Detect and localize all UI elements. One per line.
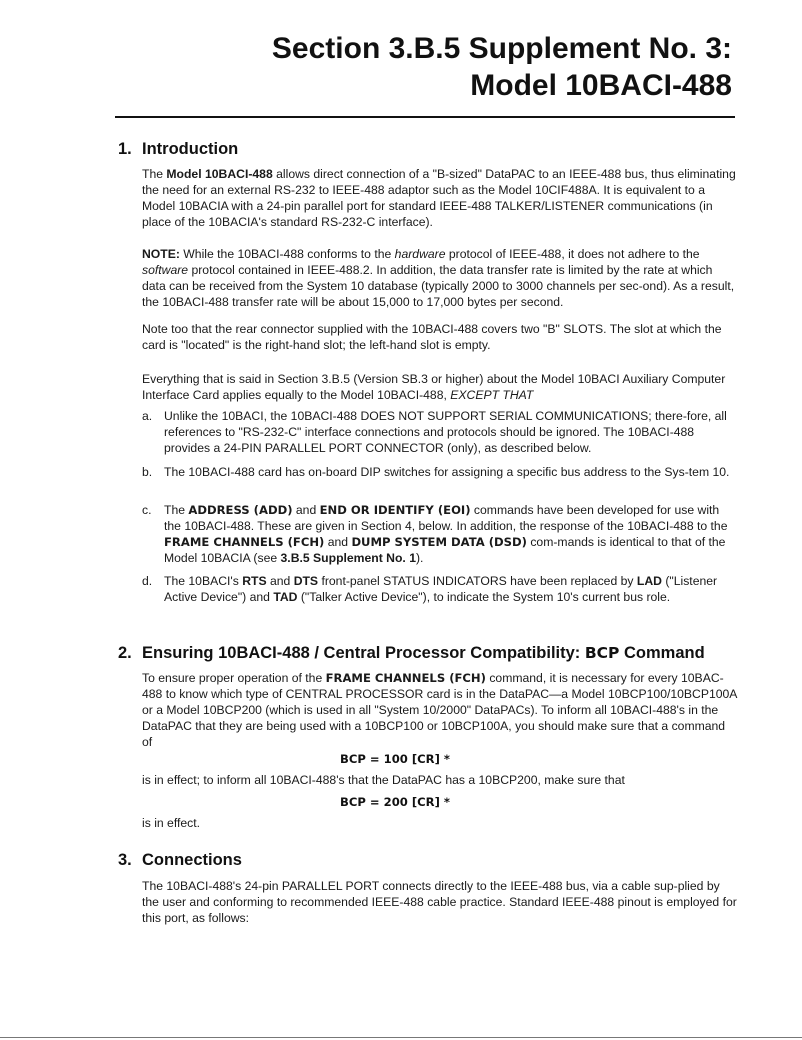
command-name: BCP: [584, 644, 620, 662]
list-marker: b.: [142, 465, 153, 479]
page-title-line-1: Section 3.B.5 Supplement No. 3:: [271, 32, 732, 65]
text: Everything that is said in Section 3.B.5 (Version SB.3 or higher) about the Model 10BACI Auxiliary Computer Interface Card applies equally to the Model 10BACI-488,: [142, 372, 726, 402]
text: Command: [619, 644, 705, 662]
page-edge-line: [0, 1037, 802, 1038]
list-marker: a.: [142, 409, 153, 423]
text: front-panel STATUS INDICATORS have been replaced by: [318, 574, 637, 588]
page-title: [272, 30, 732, 104]
section-title: Introduction: [142, 140, 239, 158]
section-title: [142, 643, 705, 663]
page-title-line-2: Model 10BACI-488: [470, 69, 732, 102]
text: com-mands is identical to that of the Model 10BACIA (see: [164, 535, 726, 565]
section-number: 1.: [118, 140, 132, 158]
connections-paragraph: The 10BACI-488's 24-pin PARALLEL PORT connects directly to the IEEE-488 bus, via a cable sup-plied by the user and conforming to recommended IEEE-488 cable practice. Standard IEEE-488 pinout is employed for this port, as follows:: [142, 879, 737, 925]
section-number: 2.: [118, 644, 132, 662]
command-name: END OR IDENTIFY (EOI): [319, 503, 471, 517]
text: Ensuring 10BACI-488 / Central Processor Compatibility:: [142, 644, 585, 662]
bcp-paragraph-1: [142, 670, 738, 750]
bcp-paragraph-2: is in effect; to inform all 10BACI-488's that the DataPAC has a 10BCP200, make sure that: [142, 773, 625, 787]
list-item-text: The 10BACI-488 card has on-board DIP switches for assigning a specific bus address to the Sys-tem 10.: [164, 465, 730, 479]
text: and: [292, 503, 320, 517]
list-item-text: [164, 502, 738, 566]
emphasis: software: [142, 263, 189, 277]
indicator-name: DTS: [293, 574, 319, 588]
emphasis: hardware: [394, 247, 446, 261]
section-reference: 3.B.5 Supplement No. 1: [280, 551, 416, 565]
emphasis: EXCEPT THAT: [450, 388, 534, 402]
text: While the 10BACI-488 conforms to the: [179, 247, 395, 261]
command-name: FRAME CHANNELS (FCH): [164, 535, 325, 549]
list-marker: d.: [142, 574, 153, 588]
command-name: ADDRESS (ADD): [188, 503, 293, 517]
title-rule: [115, 116, 735, 118]
bcp-command-200: BCP = 200 [CR] *: [340, 795, 450, 809]
note-label: NOTE:: [142, 247, 180, 261]
text: command, it is necessary for every 10BAC-488 to know which type of CENTRAL PROCESSOR card is in the DataPAC—a Model 10BCP100/10BCP100A or a Model 10BCP200 (which is used in all "System 10/2000" DataPACs). To inform all 10BACI-488's in the DataPAC that they are being used with a 10BCP100 or 10BCP100A, you should make sure that a command of: [142, 671, 737, 749]
indicator-name: TAD: [273, 590, 298, 604]
text: The: [142, 167, 167, 181]
text: protocol of IEEE-488, it does not adhere to the: [445, 247, 700, 261]
text: ("Talker Active Device"), to indicate the System 10's current bus role.: [297, 590, 671, 604]
list-item-text: [164, 573, 738, 605]
bcp-paragraph-3: is in effect.: [142, 816, 201, 830]
intro-paragraph-4: [142, 371, 738, 403]
section-title: Connections: [142, 851, 242, 869]
text: allows direct connection of a "B-sized" DataPAC to an IEEE-488 bus, thus eliminating the need for an external RS-232 to IEEE-488 adaptor such as the Model 10CIF488A. It is equivalent to a Model 10BACIA with a 24-pin parallel port for standard IEEE-488 TALKER/LISTENER communications (in place of the 10BACIA's standard RS-232-C interface).: [142, 167, 736, 229]
indicator-name: LAD: [636, 574, 662, 588]
text: ("Listener Active Device") and: [164, 574, 718, 604]
command-name: FRAME CHANNELS (FCH): [325, 671, 486, 685]
text: ).: [415, 551, 424, 565]
text: commands have been developed for use with the 10BACI-488. These are given in Section 4, below. In addition, the response of the 10BACI-488 to the: [164, 503, 728, 533]
intro-paragraph-1: [142, 166, 738, 230]
intro-paragraph-3: Note too that the rear connector supplied with the 10BACI-488 covers two "B" SLOTS. The slot at which the card is "located" is the right-hand slot; the left-hand slot is empty.: [142, 322, 722, 352]
text: protocol contained in IEEE-488.2. In addition, the data transfer rate is limited by the rate at which data can be received from the System 10 database (typically 2000 to 3000 channels per sec-ond). As a result, the 10BACI-488 transfer rate will be about 15,000 to 17,000 bytes per second.: [142, 263, 735, 309]
section-number: 3.: [118, 851, 132, 869]
command-name: DUMP SYSTEM DATA (DSD): [351, 535, 527, 549]
model-name: Model 10BACI-488: [166, 167, 273, 181]
note-paragraph: [142, 246, 738, 310]
text: The: [164, 503, 189, 517]
text: and: [324, 535, 352, 549]
text: To ensure proper operation of the: [142, 671, 326, 685]
text: and: [266, 574, 294, 588]
list-item-text: Unlike the 10BACI, the 10BACI-488 DOES NOT SUPPORT SERIAL COMMUNICATIONS; there-fore, all references to "RS-232-C" interface connections and protocols should be ignored. The 10BACI-488 provides a 24-PIN PARALLEL PORT CONNECTOR (only), as described below.: [164, 409, 727, 455]
text: The 10BACI's: [164, 574, 243, 588]
indicator-name: RTS: [242, 574, 267, 588]
list-marker: c.: [142, 503, 152, 517]
bcp-command-100: BCP = 100 [CR] *: [340, 752, 450, 766]
